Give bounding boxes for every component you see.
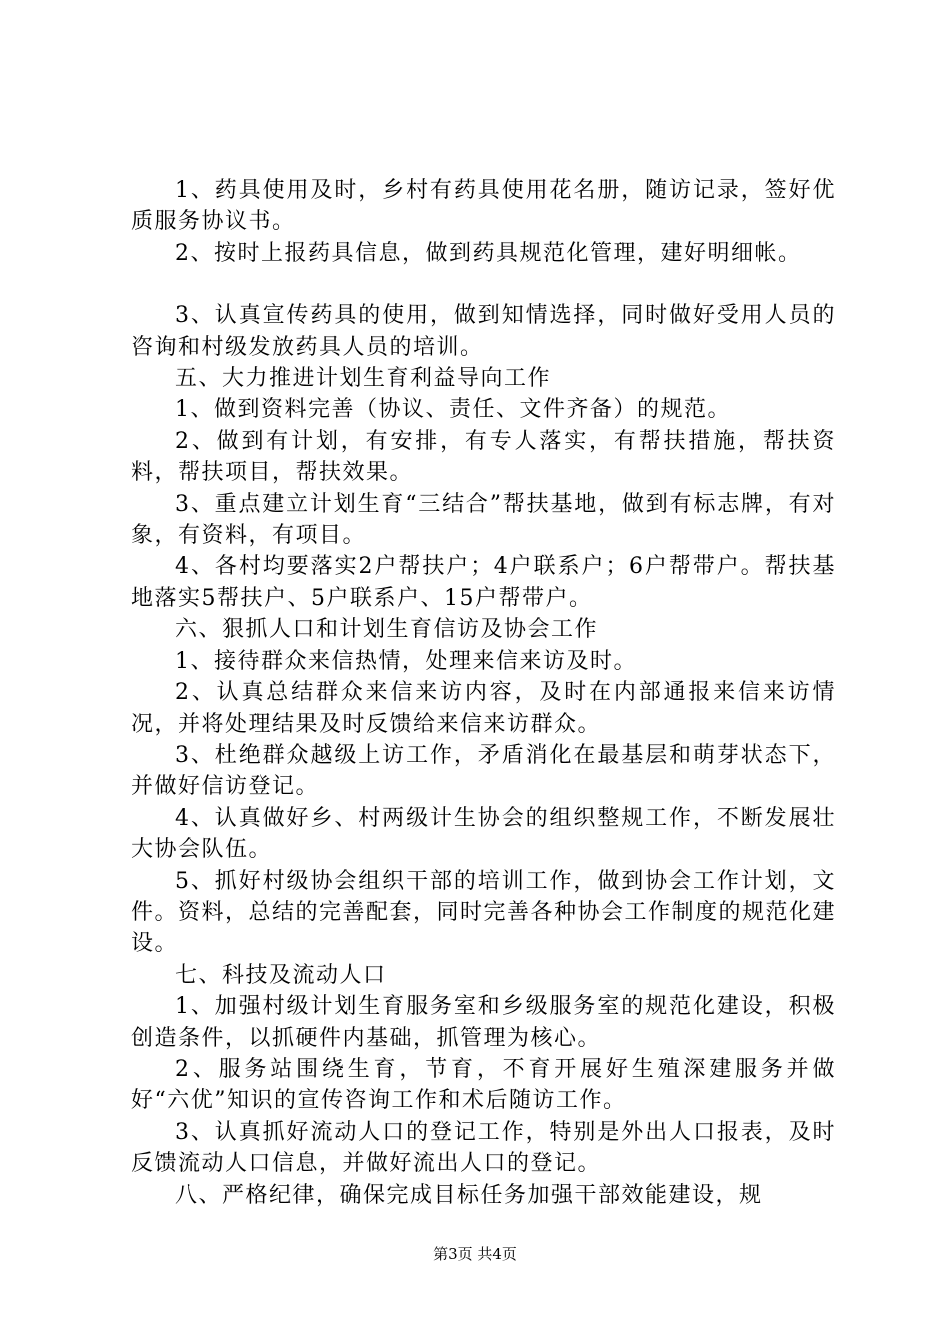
paragraph: 2、按时上报药具信息，做到药具规范化管理，建好明细帐。 bbox=[175, 240, 802, 266]
paragraph: 1、接待群众来信热情，处理来信来访及时。 bbox=[175, 648, 637, 674]
paragraph: 3、杜绝群众越级上访工作，矛盾消化在最基层和萌芽状态下，并做好信访登记。 bbox=[131, 742, 836, 800]
paragraph: 1、做到资料完善（协议、责任、文件齐备）的规范。 bbox=[175, 397, 731, 423]
paragraph: 3、认真抓好流动人口的登记工作，特别是外出人口报表，及时反馈流动人口信息，并做好流出人口的登记。 bbox=[131, 1119, 836, 1177]
paragraph: 2、服务站围绕生育，节育，不育开展好生殖深建服务并做好“六优”知识的宣传咨询工作和术后随访工作。 bbox=[131, 1056, 836, 1114]
paragraph: 1、加强村级计划生育服务室和乡级服务室的规范化建设，积极创造条件，以抓硬件内基础，抓管理为核心。 bbox=[131, 994, 836, 1051]
paragraph: 4、各村均要落实2户帮扶户；4户联系户；6户帮带户。帮扶基地落实5帮扶户、5户联系户、15户帮带户。 bbox=[131, 554, 836, 611]
page-footer: 第3页 共4页 bbox=[433, 1245, 517, 1263]
paragraph: 3、认真宣传药具的使用，做到知情选择，同时做好受用人员的咨询和村级发放药具人员的培训。 bbox=[131, 303, 836, 360]
paragraph: 5、抓好村级协会组织干部的培训工作，做到协会工作计划，文件。资料，总结的完善配套，同时完善各种协会工作制度的规范化建设。 bbox=[131, 868, 837, 957]
section-heading: 五、大力推进计划生育利益导向工作 bbox=[175, 366, 552, 392]
section-heading: 七、科技及流动人口 bbox=[175, 962, 387, 988]
paragraph: 2、做到有计划，有安排，有专人落实，有帮扶措施，帮扶资料，帮扶项目，帮扶效果。 bbox=[131, 428, 836, 486]
paragraph: 2、认真总结群众来信来访内容，及时在内部通报来信来访情况，并将处理结果及时反馈给来信来访群众。 bbox=[131, 680, 836, 737]
body-text bbox=[131, 175, 836, 1211]
paragraph: 4、认真做好乡、村两级计生协会的组织整规工作，不断发展壮大协会队伍。 bbox=[131, 805, 836, 863]
paragraph: 1、药具使用及时，乡村有药具使用花名册，随访记录，签好优质服务协议书。 bbox=[131, 178, 836, 235]
section-heading: 六、狠抓人口和计划生育信访及协会工作 bbox=[175, 617, 599, 643]
paragraph: 3、重点建立计划生育“三结合”帮扶基地，做到有标志牌，有对象，有资料，有项目。 bbox=[131, 491, 836, 549]
section-heading: 八、严格纪律，确保完成目标任务加强干部效能建设，规 bbox=[175, 1182, 763, 1208]
